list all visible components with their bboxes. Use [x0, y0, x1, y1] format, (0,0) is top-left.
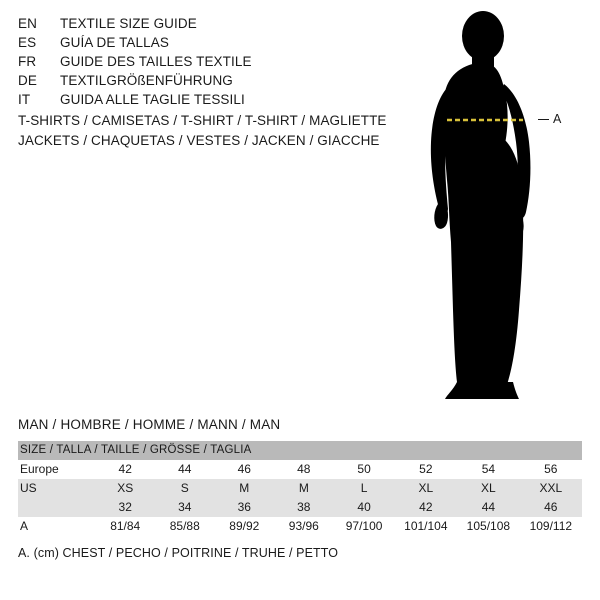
- table-cell: XS: [95, 479, 155, 498]
- measure-leader-line: [538, 119, 549, 120]
- row-label: A: [18, 517, 95, 536]
- table-cell: 97/100: [334, 517, 395, 536]
- table-row: [18, 479, 582, 498]
- table-cell: 32: [95, 498, 155, 517]
- language-header-list: [18, 14, 388, 109]
- table-title: MAN / HOMBRE / HOMME / MANN / MAN: [18, 417, 281, 432]
- body-silhouette-figure: [405, 10, 590, 405]
- language-row: [18, 33, 388, 52]
- table-cell: M: [274, 479, 334, 498]
- language-code: FR: [18, 54, 37, 69]
- language-text: GUIDA ALLE TAGLIE TESSILI: [60, 92, 245, 107]
- table-cell: 42: [95, 460, 155, 479]
- table-cell: 34: [155, 498, 215, 517]
- category-line-tshirts: T-SHIRTS / CAMISETAS / T-SHIRT / T-SHIRT / MAGLIETTE: [18, 113, 387, 128]
- table-cell: L: [334, 479, 395, 498]
- table-cell: 85/88: [155, 517, 215, 536]
- table-cell: 42: [395, 498, 458, 517]
- table-header-label: SIZE / TALLA / TAILLE / GRÖSSE / TAGLIA: [18, 441, 582, 460]
- table-row: [18, 517, 582, 536]
- table-cell: 101/104: [395, 517, 458, 536]
- table-cell: XXL: [520, 479, 582, 498]
- language-row: [18, 14, 388, 33]
- silhouette-svg: [405, 10, 590, 405]
- table-cell: 52: [395, 460, 458, 479]
- table-cell: XL: [457, 479, 520, 498]
- language-code: EN: [18, 16, 37, 31]
- language-code: IT: [18, 92, 31, 107]
- language-row: [18, 71, 388, 90]
- table-cell: 93/96: [274, 517, 334, 536]
- table-cell: 36: [215, 498, 275, 517]
- language-code: DE: [18, 73, 37, 88]
- category-line-jackets: JACKETS / CHAQUETAS / VESTES / JACKEN / GIACCHE: [18, 133, 380, 148]
- row-label: US: [18, 479, 95, 498]
- language-code: ES: [18, 35, 37, 50]
- language-row: [18, 90, 388, 109]
- table-cell: 46: [520, 498, 582, 517]
- language-text: GUIDE DES TAILLES TEXTILE: [60, 54, 252, 69]
- row-label: Europe: [18, 460, 95, 479]
- language-text: TEXTILGRÖßENFÜHRUNG: [60, 73, 233, 88]
- table-cell: 109/112: [520, 517, 582, 536]
- language-row: [18, 52, 388, 71]
- footnote-chest-measure: A. (cm) CHEST / PECHO / POITRINE / TRUHE / PETTO: [18, 546, 339, 560]
- table-header-row: [18, 441, 582, 460]
- garment-category-list: [18, 111, 418, 151]
- table-cell: XL: [395, 479, 458, 498]
- table-cell: S: [155, 479, 215, 498]
- row-label: [18, 498, 95, 517]
- table-cell: 54: [457, 460, 520, 479]
- table-cell: 89/92: [215, 517, 275, 536]
- table-cell: 40: [334, 498, 395, 517]
- table-cell: 44: [457, 498, 520, 517]
- table-cell: 46: [215, 460, 275, 479]
- table-cell: M: [215, 479, 275, 498]
- table-cell: 105/108: [457, 517, 520, 536]
- language-text: GUÍA DE TALLAS: [60, 35, 169, 50]
- table-cell: 44: [155, 460, 215, 479]
- table-cell: 56: [520, 460, 582, 479]
- measure-label-a: A: [553, 112, 562, 126]
- language-text: TEXTILE SIZE GUIDE: [60, 16, 197, 31]
- table-cell: 81/84: [95, 517, 155, 536]
- table-cell: 48: [274, 460, 334, 479]
- table-row: [18, 498, 582, 517]
- table-cell: 38: [274, 498, 334, 517]
- table-cell: 50: [334, 460, 395, 479]
- table-row: [18, 460, 582, 479]
- size-table: [18, 441, 582, 536]
